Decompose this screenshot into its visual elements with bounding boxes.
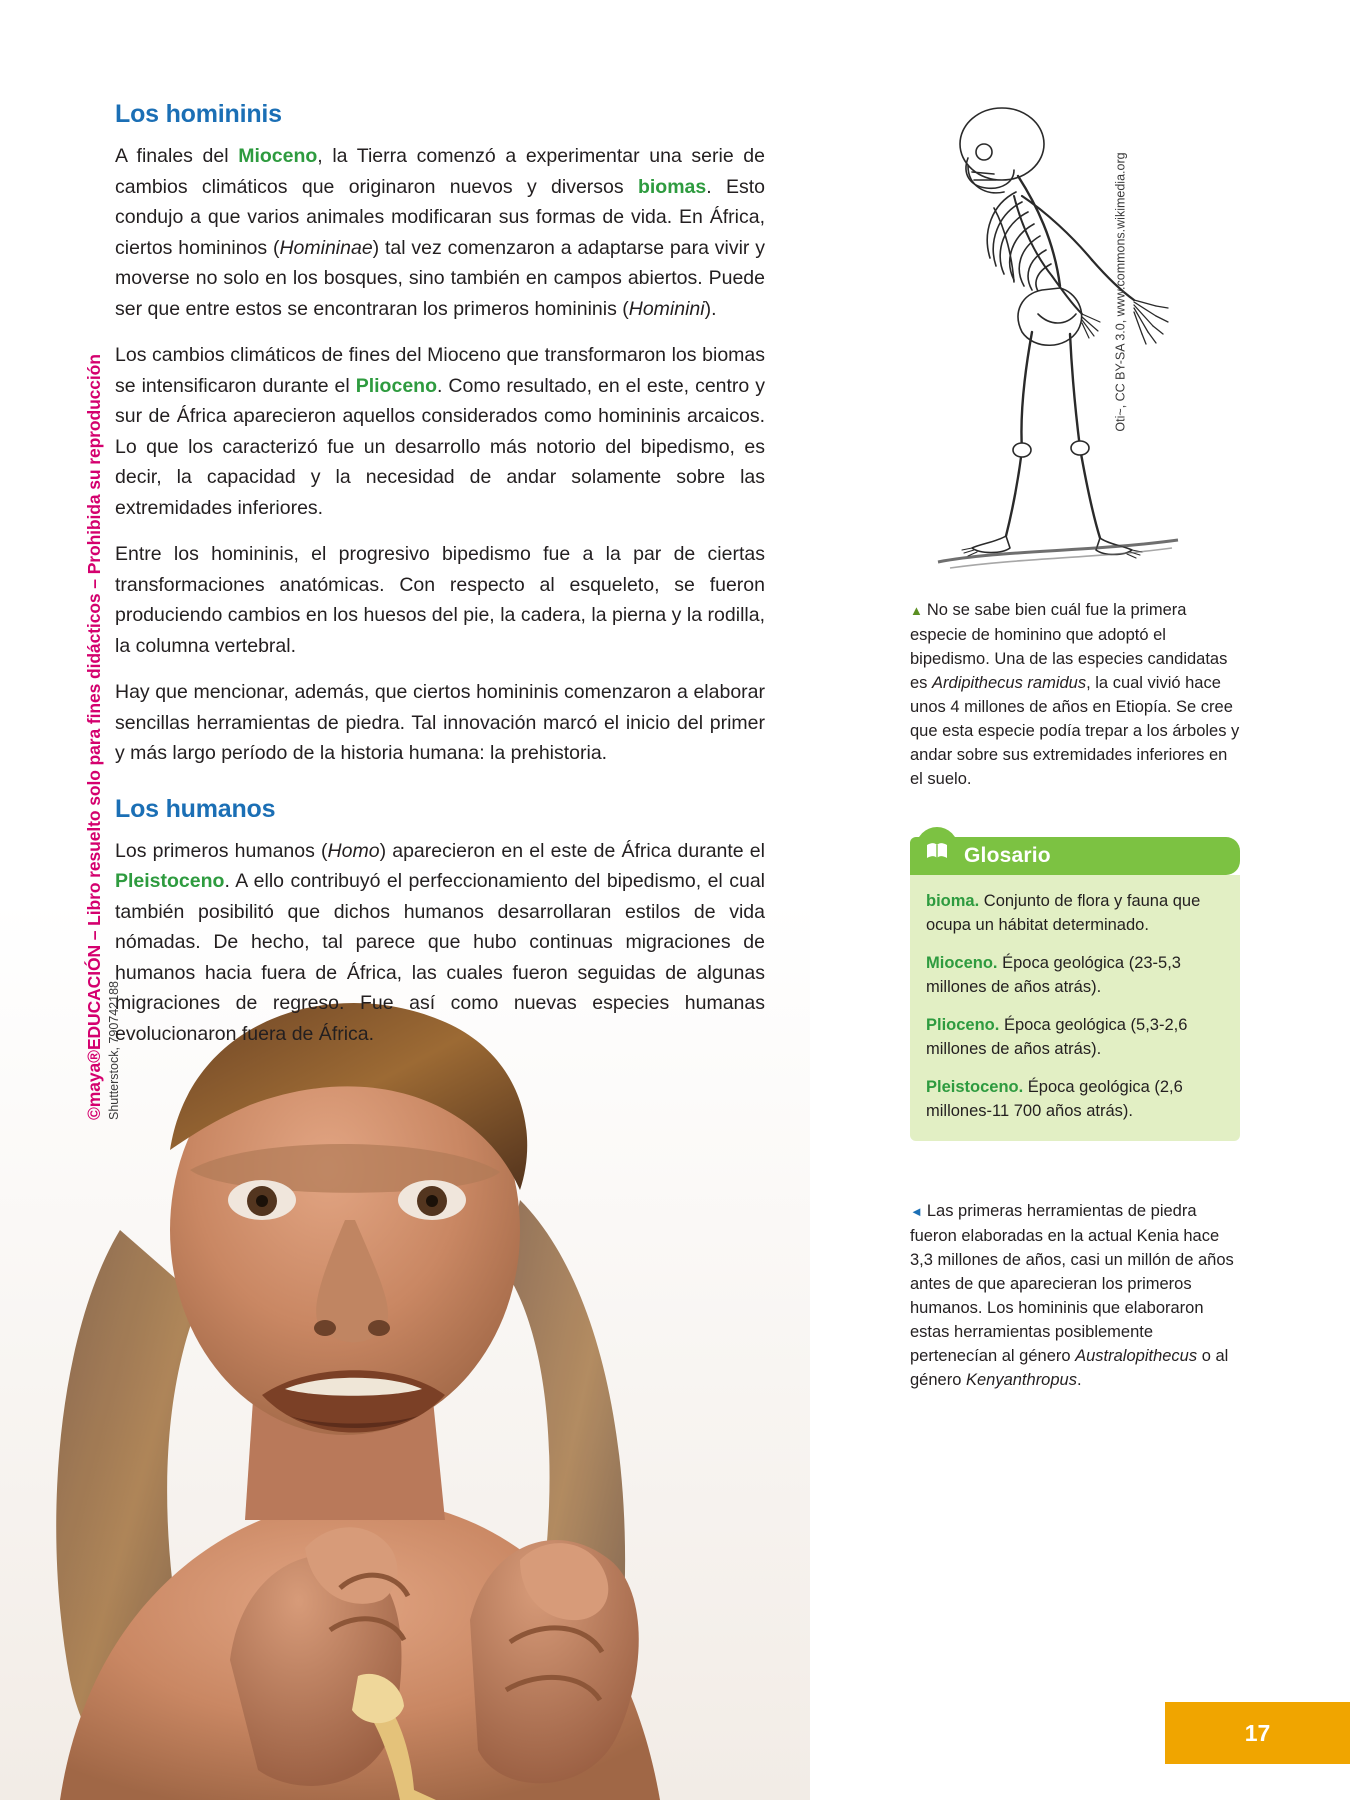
photo-credit: Shutterstock, 790742188. (107, 977, 121, 1120)
glossary-definition: Época geológica (2,6 millones-11 700 años atrás). (926, 1078, 1183, 1120)
skeleton-caption: ▲ No se sabe bien cuál fue la primera especie de hominino que adoptó el bipedismo. Una de las especies candidatas es Ardipithecus ramidus, la cual vivió hace unos 4 millones de años en Etiopía. Se cree que esta especie podía trepar a los árboles y andar sobre sus extremidades inferiores en el suelo. (910, 601, 1240, 788)
glossary-term: Pleistoceno. (926, 1078, 1024, 1096)
body-paragraph: A finales del Mioceno, la Tierra comenzó a experimentar una serie de cambios climáticos que originaron nuevos y diversos biomas. Esto condujo a que varios animales modificaran sus formas de vida. En África, ciertos homininos (Homininae) tal vez comenzaron a adaptarse para vivir y moverse no solo en los bosques, sino también en campos abiertos. Puede ser que entre estos se encontraran los primeros homininis (Hominini). (115, 145, 765, 320)
tools-caption: ◄ Las primeras herramientas de piedra fueron elaboradas en la actual Kenia hace 3,3 millones de años, casi un millón de años antes de que aparecieran los primeros humanos. Los homininis que elaboraron estas herramientas posiblemente pertenecían al género Australopithecus o al género Kenyanthropus. (910, 1202, 1234, 1389)
glossary-definition: Época geológica (5,3-2,6 millones de años atrás). (926, 1016, 1188, 1058)
skeleton-figure (910, 100, 1210, 580)
body-paragraph: Entre los homininis, el progresivo bipedismo fue a la par de ciertas transformaciones anatómicas. Con respecto al esqueleto, se fueron produciendo cambios en los huesos del pie, la cadera, la pierna y la rodilla, la columna vertebral. (115, 543, 765, 657)
section-heading-homininis: Los homininis (115, 100, 282, 128)
main-text-column (115, 100, 765, 1049)
glossary-title: Glosario (964, 844, 1051, 867)
page-number: 17 (1244, 1719, 1271, 1746)
glossary-entry (926, 951, 1224, 999)
paragraph-group-2 (115, 836, 765, 1050)
rights-notice: ©maya®EDUCACIÓN – Libro resuelto solo para fines didácticos – Prohibida su reproducción (84, 354, 104, 1120)
open-book-icon (916, 827, 958, 875)
paragraph-group-1 (115, 141, 765, 769)
glossary-term: bioma. (926, 892, 980, 910)
glossary-definition: Conjunto de flora y fauna que ocupa un hábitat determinado. (926, 892, 1201, 934)
book-glyph (924, 838, 950, 864)
right-sidebar-column (910, 100, 1240, 1392)
glossary-entry (926, 1013, 1224, 1061)
left-side-rail (62, 0, 122, 1800)
section-heading-humanos: Los humanos (115, 794, 276, 823)
glossary-entries (910, 875, 1240, 1141)
page-number-tab (1165, 1702, 1350, 1764)
glossary-entry (926, 1075, 1224, 1123)
glossary-entry (926, 889, 1224, 937)
glossary-definition: Época geológica (23-5,3 millones de años atrás). (926, 954, 1181, 996)
skeleton-illustration (910, 100, 1210, 570)
body-paragraph: Los cambios climáticos de fines del Mioceno que transformaron los biomas se intensificaron durante el Plioceno. Como resultado, en el este, centro y sur de África aparecieron aquellos considerados como homininis arcaicos. Lo que los caracterizó fue un desarrollo más notorio del bipedismo, es decir, la capacidad y la necesidad de andar solamente sobre las extremidades inferiores. (115, 344, 765, 519)
glossary-box (910, 837, 1240, 1141)
glossary-term: Plioceno. (926, 1016, 1000, 1034)
triangle-left-icon: ◄ (910, 1204, 923, 1219)
glossary-header (910, 837, 1240, 875)
glossary-term: Mioceno. (926, 954, 998, 972)
triangle-up-icon: ▲ (910, 603, 923, 618)
figure-credit: Oti~, CC BY-SA 3.0, www.commons.wikimedia.org (1113, 152, 1128, 432)
body-paragraph: Los primeros humanos (Homo) aparecieron en el este de África durante el Pleistoceno. A ello contribuyó el perfeccionamiento del bipedismo, el cual también posibilitó que dichos humanos desarrollaran estilos de vida nómadas. De hecho, tal parece que hubo continuas migraciones de humanos hacia fuera de África, las cuales fueron seguidas de algunas migraciones de regreso. Fue así como nuevas especies humanas evolucionaron fuera de África. (115, 839, 765, 1045)
body-paragraph: Hay que mencionar, además, que ciertos homininis comenzaron a elaborar sencillas herramientas de piedra. Tal innovación marcó el inicio del primer y más largo período de la historia humana: la prehistoria. (115, 681, 765, 764)
